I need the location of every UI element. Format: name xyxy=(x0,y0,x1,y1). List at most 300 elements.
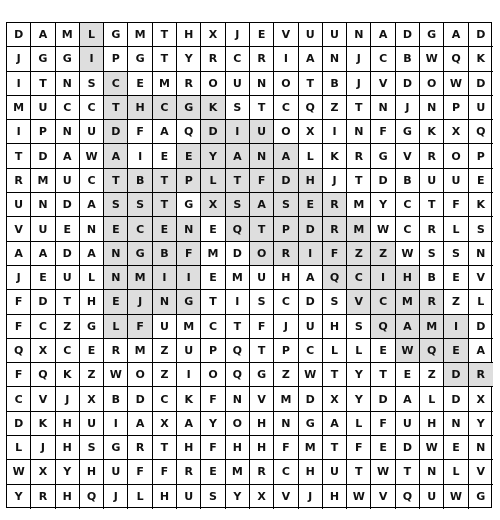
grid-cell[interactable]: G xyxy=(104,436,128,460)
grid-cell[interactable]: R xyxy=(420,290,444,314)
grid-cell[interactable]: O xyxy=(226,412,250,436)
grid-cell[interactable]: G xyxy=(177,290,201,314)
grid-cell[interactable]: X xyxy=(469,387,493,411)
grid-cell[interactable]: H xyxy=(80,290,104,314)
grid-cell[interactable]: N xyxy=(31,193,55,217)
grid-cell[interactable]: V xyxy=(7,217,31,241)
grid-cell[interactable]: F xyxy=(371,120,395,144)
grid-cell[interactable]: G xyxy=(104,23,128,47)
grid-cell[interactable]: T xyxy=(226,169,250,193)
grid-cell[interactable]: D xyxy=(396,72,420,96)
grid-cell[interactable]: N xyxy=(56,120,80,144)
grid-cell[interactable]: C xyxy=(80,169,104,193)
grid-cell[interactable]: R xyxy=(250,47,274,71)
grid-cell[interactable]: H xyxy=(250,412,274,436)
grid-cell[interactable]: Z xyxy=(444,290,468,314)
grid-cell[interactable]: H xyxy=(299,169,323,193)
grid-cell[interactable]: G xyxy=(128,47,152,71)
grid-cell[interactable]: I xyxy=(226,120,250,144)
grid-cell[interactable]: N xyxy=(274,412,298,436)
grid-cell[interactable]: R xyxy=(7,169,31,193)
grid-cell[interactable]: N xyxy=(469,242,493,266)
grid-cell[interactable]: C xyxy=(371,290,395,314)
grid-cell[interactable]: X xyxy=(31,339,55,363)
grid-cell[interactable]: C xyxy=(274,290,298,314)
grid-cell[interactable]: U xyxy=(323,23,347,47)
grid-cell[interactable]: X xyxy=(31,460,55,484)
grid-cell[interactable]: V xyxy=(347,290,371,314)
grid-cell[interactable]: H xyxy=(56,412,80,436)
grid-cell[interactable]: R xyxy=(420,217,444,241)
grid-cell[interactable]: G xyxy=(396,120,420,144)
grid-cell[interactable]: R xyxy=(274,242,298,266)
grid-cell[interactable]: D xyxy=(299,387,323,411)
grid-cell[interactable]: C xyxy=(56,339,80,363)
grid-cell[interactable]: Z xyxy=(274,363,298,387)
grid-cell[interactable]: S xyxy=(128,193,152,217)
grid-cell[interactable]: T xyxy=(153,193,177,217)
grid-cell[interactable]: P xyxy=(31,120,55,144)
grid-cell[interactable]: A xyxy=(396,315,420,339)
grid-cell[interactable]: T xyxy=(420,193,444,217)
grid-cell[interactable]: Z xyxy=(153,363,177,387)
grid-cell[interactable]: Z xyxy=(153,339,177,363)
grid-cell[interactable]: W xyxy=(444,72,468,96)
grid-cell[interactable]: D xyxy=(299,217,323,241)
grid-cell[interactable]: J xyxy=(128,290,152,314)
grid-cell[interactable]: H xyxy=(323,315,347,339)
grid-cell[interactable]: E xyxy=(299,193,323,217)
grid-cell[interactable]: Z xyxy=(420,363,444,387)
grid-cell[interactable]: Q xyxy=(226,339,250,363)
grid-cell[interactable]: O xyxy=(420,72,444,96)
grid-cell[interactable]: U xyxy=(177,339,201,363)
grid-cell[interactable]: I xyxy=(7,120,31,144)
grid-cell[interactable]: T xyxy=(347,96,371,120)
grid-cell[interactable]: K xyxy=(469,193,493,217)
grid-cell[interactable]: R xyxy=(250,460,274,484)
grid-cell[interactable]: A xyxy=(396,387,420,411)
grid-cell[interactable]: A xyxy=(177,412,201,436)
grid-cell[interactable]: T xyxy=(323,363,347,387)
grid-cell[interactable]: P xyxy=(444,96,468,120)
grid-cell[interactable]: M xyxy=(128,339,152,363)
grid-cell[interactable]: U xyxy=(299,23,323,47)
grid-cell[interactable]: N xyxy=(56,72,80,96)
grid-cell[interactable]: V xyxy=(274,23,298,47)
grid-cell[interactable]: J xyxy=(347,72,371,96)
grid-cell[interactable]: L xyxy=(128,485,152,509)
grid-cell[interactable]: Y xyxy=(56,460,80,484)
grid-cell[interactable]: R xyxy=(469,363,493,387)
grid-cell[interactable]: Q xyxy=(226,217,250,241)
grid-cell[interactable]: H xyxy=(177,436,201,460)
grid-cell[interactable]: E xyxy=(80,339,104,363)
grid-cell[interactable]: D xyxy=(56,242,80,266)
grid-cell[interactable]: L xyxy=(347,412,371,436)
grid-cell[interactable]: Y xyxy=(469,412,493,436)
grid-cell[interactable]: A xyxy=(299,47,323,71)
grid-cell[interactable]: K xyxy=(469,47,493,71)
grid-cell[interactable]: I xyxy=(80,47,104,71)
grid-cell[interactable]: L xyxy=(80,266,104,290)
grid-cell[interactable]: F xyxy=(274,436,298,460)
grid-cell[interactable]: Q xyxy=(371,315,395,339)
grid-cell[interactable]: X xyxy=(444,120,468,144)
grid-cell[interactable]: K xyxy=(420,120,444,144)
grid-cell[interactable]: G xyxy=(250,363,274,387)
grid-cell[interactable]: Q xyxy=(80,485,104,509)
grid-cell[interactable]: Y xyxy=(201,412,225,436)
grid-cell[interactable]: M xyxy=(226,460,250,484)
grid-cell[interactable]: F xyxy=(250,315,274,339)
grid-cell[interactable]: Y xyxy=(7,485,31,509)
grid-cell[interactable]: G xyxy=(31,47,55,71)
grid-cell[interactable]: Q xyxy=(420,339,444,363)
grid-cell[interactable]: J xyxy=(7,47,31,71)
grid-cell[interactable]: X xyxy=(80,387,104,411)
grid-cell[interactable]: I xyxy=(299,242,323,266)
grid-cell[interactable]: R xyxy=(323,193,347,217)
grid-cell[interactable]: L xyxy=(469,290,493,314)
grid-cell[interactable]: X xyxy=(299,120,323,144)
grid-cell[interactable]: N xyxy=(347,23,371,47)
grid-cell[interactable]: A xyxy=(444,23,468,47)
grid-cell[interactable]: R xyxy=(347,144,371,168)
grid-cell[interactable]: X xyxy=(250,485,274,509)
grid-cell[interactable]: H xyxy=(299,460,323,484)
grid-cell[interactable]: E xyxy=(444,339,468,363)
grid-cell[interactable]: O xyxy=(201,72,225,96)
grid-cell[interactable]: F xyxy=(444,193,468,217)
grid-cell[interactable]: W xyxy=(371,460,395,484)
grid-cell[interactable]: F xyxy=(201,436,225,460)
grid-cell[interactable]: U xyxy=(177,485,201,509)
grid-cell[interactable]: M xyxy=(420,315,444,339)
grid-cell[interactable]: G xyxy=(128,242,152,266)
grid-cell[interactable]: J xyxy=(31,436,55,460)
grid-cell[interactable]: D xyxy=(371,387,395,411)
grid-cell[interactable]: D xyxy=(371,169,395,193)
grid-cell[interactable]: P xyxy=(274,217,298,241)
grid-cell[interactable]: R xyxy=(420,144,444,168)
grid-cell[interactable]: Q xyxy=(7,339,31,363)
grid-cell[interactable]: D xyxy=(274,169,298,193)
grid-cell[interactable]: V xyxy=(31,387,55,411)
grid-cell[interactable]: J xyxy=(274,315,298,339)
grid-cell[interactable]: L xyxy=(299,144,323,168)
grid-cell[interactable]: U xyxy=(250,120,274,144)
grid-cell[interactable]: A xyxy=(31,242,55,266)
grid-cell[interactable]: D xyxy=(444,363,468,387)
grid-cell[interactable]: W xyxy=(420,47,444,71)
grid-cell[interactable]: T xyxy=(226,315,250,339)
grid-cell[interactable]: Q xyxy=(396,485,420,509)
grid-cell[interactable]: H xyxy=(56,436,80,460)
grid-cell[interactable]: E xyxy=(201,460,225,484)
grid-cell[interactable]: B xyxy=(396,47,420,71)
grid-cell[interactable]: K xyxy=(323,144,347,168)
grid-cell[interactable]: B xyxy=(396,169,420,193)
grid-cell[interactable]: O xyxy=(201,363,225,387)
grid-cell[interactable]: T xyxy=(250,217,274,241)
grid-cell[interactable]: X xyxy=(201,23,225,47)
grid-cell[interactable]: D xyxy=(396,23,420,47)
grid-cell[interactable]: B xyxy=(104,387,128,411)
grid-cell[interactable]: A xyxy=(80,193,104,217)
grid-cell[interactable]: F xyxy=(371,412,395,436)
grid-cell[interactable]: C xyxy=(299,339,323,363)
grid-cell[interactable]: H xyxy=(56,485,80,509)
grid-cell[interactable]: C xyxy=(56,96,80,120)
grid-cell[interactable]: G xyxy=(299,412,323,436)
grid-cell[interactable]: J xyxy=(226,23,250,47)
grid-cell[interactable]: D xyxy=(31,144,55,168)
grid-cell[interactable]: T xyxy=(153,47,177,71)
grid-cell[interactable]: A xyxy=(469,339,493,363)
grid-cell[interactable]: K xyxy=(201,96,225,120)
grid-cell[interactable]: R xyxy=(104,339,128,363)
grid-cell[interactable]: A xyxy=(371,23,395,47)
grid-cell[interactable]: K xyxy=(31,412,55,436)
grid-cell[interactable]: S xyxy=(226,96,250,120)
grid-cell[interactable]: D xyxy=(7,23,31,47)
grid-cell[interactable]: M xyxy=(56,23,80,47)
grid-cell[interactable]: S xyxy=(80,436,104,460)
grid-cell[interactable]: U xyxy=(226,72,250,96)
grid-cell[interactable]: T xyxy=(323,436,347,460)
grid-cell[interactable]: C xyxy=(226,47,250,71)
grid-cell[interactable]: B xyxy=(420,266,444,290)
grid-cell[interactable]: T xyxy=(104,96,128,120)
grid-cell[interactable]: V xyxy=(469,460,493,484)
grid-cell[interactable]: G xyxy=(371,144,395,168)
grid-cell[interactable]: Y xyxy=(371,193,395,217)
grid-cell[interactable]: D xyxy=(469,72,493,96)
grid-cell[interactable]: F xyxy=(153,460,177,484)
grid-cell[interactable]: V xyxy=(371,72,395,96)
grid-cell[interactable]: Y xyxy=(226,485,250,509)
grid-cell[interactable]: C xyxy=(347,266,371,290)
grid-cell[interactable]: F xyxy=(201,387,225,411)
grid-cell[interactable]: O xyxy=(250,242,274,266)
grid-cell[interactable]: P xyxy=(274,339,298,363)
grid-cell[interactable]: A xyxy=(128,412,152,436)
grid-cell[interactable]: V xyxy=(469,266,493,290)
grid-cell[interactable]: M xyxy=(177,315,201,339)
grid-cell[interactable]: A xyxy=(56,144,80,168)
grid-cell[interactable]: X xyxy=(153,412,177,436)
grid-cell[interactable]: D xyxy=(56,193,80,217)
grid-cell[interactable]: U xyxy=(444,169,468,193)
grid-cell[interactable]: Z xyxy=(371,242,395,266)
grid-cell[interactable]: X xyxy=(201,193,225,217)
grid-cell[interactable]: V xyxy=(250,387,274,411)
grid-cell[interactable]: I xyxy=(274,47,298,71)
grid-cell[interactable]: T xyxy=(7,144,31,168)
grid-cell[interactable]: A xyxy=(299,266,323,290)
grid-cell[interactable]: T xyxy=(396,460,420,484)
grid-cell[interactable]: R xyxy=(31,485,55,509)
grid-cell[interactable]: E xyxy=(56,217,80,241)
grid-cell[interactable]: D xyxy=(128,387,152,411)
grid-cell[interactable]: T xyxy=(153,169,177,193)
grid-cell[interactable]: U xyxy=(80,412,104,436)
grid-cell[interactable]: N xyxy=(420,96,444,120)
grid-cell[interactable]: F xyxy=(7,363,31,387)
grid-cell[interactable]: W xyxy=(104,363,128,387)
grid-cell[interactable]: A xyxy=(104,144,128,168)
grid-cell[interactable]: G xyxy=(56,47,80,71)
grid-cell[interactable]: P xyxy=(469,144,493,168)
grid-cell[interactable]: J xyxy=(104,485,128,509)
grid-cell[interactable]: U xyxy=(299,315,323,339)
grid-cell[interactable]: C xyxy=(274,460,298,484)
grid-cell[interactable]: V xyxy=(274,485,298,509)
grid-cell[interactable]: R xyxy=(177,72,201,96)
grid-cell[interactable]: U xyxy=(104,460,128,484)
grid-cell[interactable]: U xyxy=(420,485,444,509)
grid-cell[interactable]: L xyxy=(80,23,104,47)
grid-cell[interactable]: I xyxy=(177,266,201,290)
grid-cell[interactable]: A xyxy=(153,120,177,144)
grid-cell[interactable]: M xyxy=(128,266,152,290)
grid-cell[interactable]: R xyxy=(201,47,225,71)
grid-cell[interactable]: F xyxy=(250,169,274,193)
grid-cell[interactable]: M xyxy=(347,217,371,241)
grid-cell[interactable]: C xyxy=(80,96,104,120)
grid-cell[interactable]: F xyxy=(323,242,347,266)
grid-cell[interactable]: R xyxy=(177,460,201,484)
grid-cell[interactable]: W xyxy=(299,363,323,387)
grid-cell[interactable]: N xyxy=(226,387,250,411)
grid-cell[interactable]: A xyxy=(274,144,298,168)
grid-cell[interactable]: T xyxy=(56,290,80,314)
grid-cell[interactable]: H xyxy=(128,96,152,120)
grid-cell[interactable]: P xyxy=(201,339,225,363)
grid-cell[interactable]: I xyxy=(7,72,31,96)
grid-cell[interactable]: I xyxy=(128,144,152,168)
grid-cell[interactable]: E xyxy=(469,169,493,193)
grid-cell[interactable]: E xyxy=(153,144,177,168)
grid-cell[interactable]: N xyxy=(323,47,347,71)
grid-cell[interactable]: R xyxy=(128,436,152,460)
grid-cell[interactable]: T xyxy=(347,169,371,193)
grid-cell[interactable]: D xyxy=(469,315,493,339)
grid-cell[interactable]: E xyxy=(444,436,468,460)
grid-cell[interactable]: E xyxy=(177,144,201,168)
grid-cell[interactable]: N xyxy=(444,412,468,436)
grid-cell[interactable]: M xyxy=(274,387,298,411)
grid-cell[interactable]: F xyxy=(347,436,371,460)
grid-cell[interactable]: Z xyxy=(56,315,80,339)
grid-cell[interactable]: S xyxy=(226,193,250,217)
grid-cell[interactable]: T xyxy=(31,72,55,96)
grid-cell[interactable]: S xyxy=(274,193,298,217)
grid-cell[interactable]: P xyxy=(177,169,201,193)
grid-cell[interactable]: M xyxy=(396,290,420,314)
grid-cell[interactable]: N xyxy=(371,96,395,120)
grid-cell[interactable]: E xyxy=(104,217,128,241)
grid-cell[interactable]: P xyxy=(104,47,128,71)
grid-cell[interactable]: M xyxy=(153,72,177,96)
grid-cell[interactable]: B xyxy=(323,72,347,96)
grid-cell[interactable]: B xyxy=(128,169,152,193)
grid-cell[interactable]: S xyxy=(80,72,104,96)
grid-cell[interactable]: U xyxy=(56,169,80,193)
grid-cell[interactable]: F xyxy=(7,315,31,339)
grid-cell[interactable]: C xyxy=(274,96,298,120)
grid-cell[interactable]: I xyxy=(104,412,128,436)
grid-cell[interactable]: L xyxy=(7,436,31,460)
grid-cell[interactable]: D xyxy=(226,242,250,266)
grid-cell[interactable]: Z xyxy=(347,242,371,266)
grid-cell[interactable]: J xyxy=(347,47,371,71)
grid-cell[interactable]: Q xyxy=(31,363,55,387)
grid-cell[interactable]: E xyxy=(104,290,128,314)
grid-cell[interactable]: D xyxy=(104,120,128,144)
grid-cell[interactable]: K xyxy=(177,387,201,411)
grid-cell[interactable]: F xyxy=(128,315,152,339)
grid-cell[interactable]: N xyxy=(177,217,201,241)
grid-cell[interactable]: N xyxy=(80,217,104,241)
grid-cell[interactable]: M xyxy=(128,23,152,47)
grid-cell[interactable]: G xyxy=(177,193,201,217)
grid-cell[interactable]: S xyxy=(201,485,225,509)
grid-cell[interactable]: K xyxy=(56,363,80,387)
grid-cell[interactable]: O xyxy=(128,363,152,387)
grid-cell[interactable]: N xyxy=(420,460,444,484)
grid-cell[interactable]: F xyxy=(128,460,152,484)
grid-cell[interactable]: M xyxy=(299,436,323,460)
grid-cell[interactable]: H xyxy=(250,436,274,460)
grid-cell[interactable]: S xyxy=(444,242,468,266)
grid-cell[interactable]: O xyxy=(274,120,298,144)
grid-cell[interactable]: M xyxy=(347,193,371,217)
grid-cell[interactable]: A xyxy=(323,412,347,436)
grid-cell[interactable]: T xyxy=(153,23,177,47)
grid-cell[interactable]: L xyxy=(201,169,225,193)
grid-cell[interactable]: V xyxy=(396,144,420,168)
grid-cell[interactable]: E xyxy=(371,436,395,460)
grid-cell[interactable]: H xyxy=(226,436,250,460)
grid-cell[interactable]: D xyxy=(7,412,31,436)
grid-cell[interactable]: L xyxy=(104,315,128,339)
grid-cell[interactable]: C xyxy=(201,315,225,339)
grid-cell[interactable]: S xyxy=(347,315,371,339)
grid-cell[interactable]: M xyxy=(201,242,225,266)
grid-cell[interactable]: C xyxy=(128,217,152,241)
grid-cell[interactable]: I xyxy=(323,120,347,144)
grid-cell[interactable]: F xyxy=(128,120,152,144)
grid-cell[interactable]: W xyxy=(347,485,371,509)
grid-cell[interactable]: J xyxy=(323,169,347,193)
grid-cell[interactable]: R xyxy=(323,217,347,241)
grid-cell[interactable]: E xyxy=(444,266,468,290)
grid-cell[interactable]: Q xyxy=(299,96,323,120)
grid-cell[interactable]: N xyxy=(104,242,128,266)
grid-cell[interactable]: H xyxy=(274,266,298,290)
grid-cell[interactable]: S xyxy=(420,242,444,266)
grid-cell[interactable]: D xyxy=(299,290,323,314)
grid-cell[interactable]: J xyxy=(396,96,420,120)
grid-cell[interactable]: E xyxy=(371,339,395,363)
grid-cell[interactable]: Z xyxy=(323,96,347,120)
grid-cell[interactable]: W xyxy=(7,460,31,484)
grid-cell[interactable]: T xyxy=(153,436,177,460)
grid-cell[interactable]: T xyxy=(347,460,371,484)
grid-cell[interactable]: W xyxy=(396,339,420,363)
